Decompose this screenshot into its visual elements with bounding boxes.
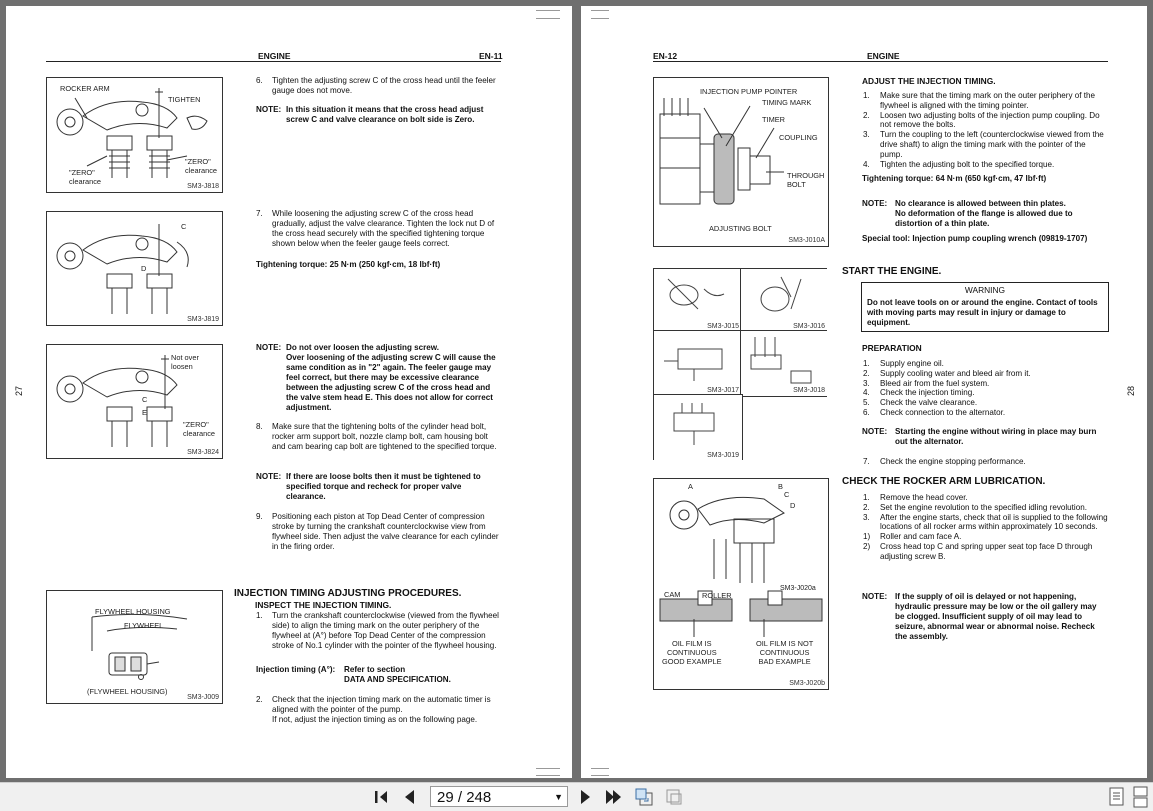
figure-code: SM3-J016: [793, 323, 825, 330]
label-not-over-loosen: Not over loosen: [171, 353, 199, 371]
label-flywheel-housing-paren: (FLYWHEEL HOUSING): [87, 687, 168, 696]
rotate-icon[interactable]: [633, 786, 655, 808]
label-good-example: OIL FILM IS CONTINUOUS GOOD EXAMPLE: [662, 639, 722, 666]
crop-mark: [536, 10, 560, 11]
page-number-input[interactable]: [430, 786, 568, 807]
label-c: C: [181, 222, 187, 231]
special-tool: Special tool: Injection pump coupling wrench (09819-1707): [862, 234, 1088, 243]
figure-j015: [653, 268, 743, 333]
label-coupling: COUPLING: [779, 133, 818, 142]
figure-j019: [653, 394, 743, 460]
header-rule: [653, 61, 1108, 62]
prev-page-icon[interactable]: [399, 786, 421, 808]
list-item: 3. Bleed air from the fuel system.: [863, 378, 990, 388]
label-d: D: [790, 501, 796, 510]
figure-rocker-lubrication: [653, 478, 829, 690]
list-item: 2. Loosen two adjusting bolts of the injection pump coupling. Do not remove the bolts.: [863, 110, 1100, 130]
first-page-icon[interactable]: [371, 786, 393, 808]
subsection-inspect: INSPECT THE INJECTION TIMING.: [255, 600, 392, 610]
total-pages: 248: [466, 789, 492, 806]
list-item: 3. Turn the coupling to the left (counterclockwise viewed from the drive shaft) to align the timing mark with the pointer of the pump.: [863, 130, 1104, 159]
label-injection-pump-pointer: INJECTION PUMP POINTER: [700, 87, 798, 96]
figure-j017: [653, 330, 743, 397]
list-item: 1. Remove the head cover.: [863, 493, 968, 502]
label-flywheel: FLYWHEEL: [124, 621, 164, 630]
chevron-down-icon[interactable]: ▼: [554, 792, 563, 802]
figure-code: SM3-J819: [187, 316, 219, 323]
figure-code: SM3-J020a: [780, 585, 816, 592]
label-timing-mark: TIMING MARK: [762, 98, 812, 107]
list-item: 2. Supply cooling water and bleed air from it.: [863, 368, 1031, 378]
label-d: D: [141, 264, 147, 273]
label-zero-clearance: "ZERO" clearance: [183, 420, 216, 438]
figure-code: SM3-J818: [187, 183, 219, 190]
list-item: 6. Check connection to the alternator.: [863, 407, 1006, 417]
figure-flywheel-housing: [46, 590, 223, 704]
list-item: 1. Make sure that the timing mark on the outer periphery of the flywheel is aligned with the timing pointer.: [863, 91, 1096, 110]
figure-grid: [653, 268, 827, 460]
figure-code: SM3-J020b: [789, 680, 825, 687]
figure-code: SM3-J018: [793, 387, 825, 394]
viewer-toolbar: [0, 782, 1153, 811]
list-item: 4. Check the injection timing.: [863, 388, 975, 398]
figure-j016: [740, 268, 827, 333]
list-item: 1. Supply engine oil.: [863, 359, 944, 368]
section-title-start-engine: START THE ENGINE.: [842, 266, 942, 277]
label-c: C: [784, 490, 790, 499]
label-zero-clearance: "ZERO" clearance: [185, 157, 218, 175]
page-header-left: ENGINE: [258, 51, 291, 61]
side-page-number: 27: [14, 385, 25, 397]
label-zero-clearance: "ZERO" clearance: [69, 168, 102, 186]
label-bad-example: OIL FILM IS NOT CONTINUOUS BAD EXAMPLE: [756, 639, 814, 666]
engine-diagram-illustration: [47, 212, 222, 325]
figure-rocker-arm-tighten: [46, 77, 223, 193]
label-b: B: [778, 482, 783, 491]
preparation-list: [863, 359, 1108, 418]
adjust-steps-list: [863, 91, 1108, 169]
figure-code: SM3-J017: [707, 387, 739, 394]
tightening-torque: Tightening torque: 64 N·m (650 kgf·cm, 47 lbf·ft): [862, 174, 1047, 183]
crop-mark: [591, 775, 609, 776]
crop-mark: [536, 18, 560, 19]
figure-code: SM3-J019: [707, 452, 739, 459]
subsection-preparation: PREPARATION: [862, 343, 922, 353]
label-cam: CAM: [664, 590, 681, 599]
page-number-header: EN-12: [653, 51, 678, 61]
list-item: 4. Tighten the adjusting bolt to the specified torque.: [863, 159, 1055, 169]
warning-text: Do not leave tools on or around the engine. Contact of tools with moving parts may result in injury or damage to equipment.: [867, 298, 1098, 327]
label-timer: TIMER: [762, 115, 785, 124]
crop-mark: [536, 768, 560, 769]
figure-code: SM3-J009: [187, 694, 219, 701]
label-adjusting-bolt: ADJUSTING BOLT: [709, 224, 772, 233]
label-tighten: TIGHTEN: [168, 95, 201, 104]
side-page-number: 28: [1126, 385, 1137, 397]
label-e: E: [142, 408, 147, 417]
figure-injection-pump: [653, 77, 829, 247]
list-item: 3. After the engine starts, check that oil is supplied to the following locations of all rocker arms within approximately 10 seconds.: [863, 512, 1108, 532]
figure-code: SM3-J010A: [788, 237, 825, 244]
crop-mark: [591, 768, 609, 769]
rocker-steps-list: [863, 493, 1108, 562]
section-title-rocker-lubrication: CHECK THE ROCKER ARM LUBRICATION.: [842, 476, 1046, 487]
crop-mark: [536, 775, 560, 776]
list-item: 5. Check the valve clearance.: [863, 398, 978, 408]
figure-code: SM3-J824: [187, 449, 219, 456]
figure-code: SM3-J015: [707, 323, 739, 330]
label-c: C: [142, 395, 148, 404]
label-rocker-arm: ROCKER ARM: [60, 84, 110, 93]
document-page-right: EN-12 ENGINE 28 INJECTION PUMP POINTER TIMING MARK TIMER COUPLING THROUGH BOLT ADJUSTING BOLT SM3-J010A SM3-J015 SM3-J016 SM3-J017 SM3-J018 SM3-J019 A B C D SM3-J020a CAM ROLLER OIL FILM IS CONTINUOUS GOOD EXAMPLE OIL FILM IS NOT CONTINUOUS BAD EXAMPLE SM3-J020b ADJUST THE INJECTION TIMING. 1. Make sure that the timing mark on the outer periphery of the flywheel is aligned with the timing pointer. 2. Loosen two adjusting bolts of the injection pump coupling. Do not remove the bolts. 3. Turn the coupling to the left (counterclockwise viewed from the drive shaft) to align the timing mark with the pointer of the pump. 4. Tighten the adjusting bolt to the specified torque. Tightening torque: 64 N·m (650 kgf·cm, 47 lbf·ft) NOTE: No clearance is allowed between thin plates. No deformation of the flange is allowed due to distortion of a thin plate. Special tool: Injection pump coupling wrench (09819-1707) START THE ENGINE. WARNING Do not leave tools on or around the engine. Contact of tools with moving parts may result in injury or damage to equipment. PREPARATION 1. Supply engine oil. 2. Supply cooling water and bleed air from it. 3. Bleed air from the fuel system. 4. Check the injection timing. 5. Check the valve clearance. 6. Check connection to the alternator. NOTE: Starting the engine without wiring in place may burn out the alternator. 7. Check the engine stopping performance. CHECK THE ROCKER ARM LUBRICATION. 1. Remove the head cover. 2. Set the engine revolution to the specified idling revolution. 3. After the engine starts, check that oil is supplied to the following locations of all rocker arms within approximately 10 seconds. 1) Roller and cam face A. 2) Cross head top C and spring upper seat top face D through adjusting screw B. NOTE: If the supply of oil is delayed or not happening, hydraulic pressure may be low or the oil gallery may be clogged. Insufficient supply of oil may lead to seizure, abnormal wear or abnormal noise. Recheck the assembly.: [581, 6, 1147, 778]
section-title-injection-timing: INJECTION TIMING ADJUSTING PROCEDURES.: [234, 588, 462, 599]
crop-mark: [591, 18, 609, 19]
list-item: 2) Cross head top C and spring upper seat top face D through adjusting screw B.: [863, 541, 1093, 561]
current-page: 29: [437, 789, 454, 806]
label-through-bolt: THROUGH BOLT: [787, 171, 825, 189]
last-page-icon[interactable]: [603, 786, 625, 808]
single-page-view-icon[interactable]: [1106, 786, 1128, 808]
page-header-right: ENGINE: [867, 51, 900, 61]
warning-box: [861, 282, 1109, 332]
page-number-header: EN-11: [479, 51, 503, 61]
figure-not-over-loosen: [46, 344, 223, 459]
warning-title: WARNING: [964, 285, 1006, 295]
tightening-torque: Tightening torque: 25 N·m (250 kgf·cm, 18 lbf·ft): [256, 260, 441, 269]
document-page-left: ENGINE EN-11 27 ROCKER ARM TIGHTEN "ZERO" clearance "ZERO" clearance SM3-J818 C D SM3-J819 Not over loosen C E "ZERO" clearance SM3-J824 FLYWHEEL HOUSING FLYWHEEL (FLYWHEEL HOUSING) SM3-J009 6. Tighten the adjusting screw C of the cross head until the feeler gauge does not move. NOTE: In this situation it means that the cross head adjust screw C and valve clearance on bolt side is Zero. 7. While loosening the adjusting screw C of the cross head gradually, adjust the valve clearance. Tighten the lock nut D of the cross head securely with the specified tightening torque shown below when the feeler gauge feels correct. Tightening torque: 25 N·m (250 kgf·cm, 18 lbf·ft) NOTE: Do not over loosen the adjusting screw. Over loosening of the adjusting screw C will cause the same condition as in "2" again. The feeler gauge may feel correct, but there may be excessive clearance between the adjusting screw C of the cross head and the valve stem head E. This does not allow for correct adjustment. 8. Make sure that the tightening bolts of the cylinder head bolt, rocker arm support bolt, nozzle clamp bolt, cam housing bolt and cam bearing cap bolt are tightened to the specified torque. NOTE: If there are loose bolts then it must be tightened to specified torque and recheck for proper valve clearance. 9. Positioning each piston at Top Dead Center of compression stroke by turning the crankshaft counterclockwise view from flywheel side. Then adjust the valve clearance for each cylinder in the firing order. INJECTION TIMING ADJUSTING PROCEDURES. INSPECT THE INJECTION TIMING. 1. Turn the crankshaft counterclockwise (viewed from the flywheel side) to align the timing mark on the outer periphery of the flywheel at (A°) before Top Dead Center of the compression stroke of No.1 cylinder with the pointer of the flywheel housing. Injection timing (A°): Refer to section DATA AND SPECIFICATION. 2. Check that the injection timing mark on the automatic timer is aligned with the pointer of the pump. If not, adjust the injection timing as on the following page.: [6, 6, 572, 778]
list-item: 1) Roller and cam face A.: [863, 532, 962, 542]
figure-j018: [740, 330, 827, 397]
label-a: A: [688, 482, 693, 491]
label-flywheel-housing: FLYWHEEL HOUSING: [95, 607, 171, 616]
label-roller: ROLLER: [702, 591, 732, 600]
fit-page-icon[interactable]: [663, 786, 685, 808]
page-separator: /: [457, 789, 463, 806]
header-rule: [46, 61, 501, 62]
figure-adjust-screw: [46, 211, 223, 326]
list-item: 2. Set the engine revolution to the specified idling revolution.: [863, 502, 1087, 512]
subsection-adjust-timing: ADJUST THE INJECTION TIMING.: [862, 76, 996, 86]
continuous-view-icon[interactable]: [1130, 786, 1152, 808]
next-page-icon[interactable]: [574, 786, 596, 808]
crop-mark: [591, 10, 609, 11]
